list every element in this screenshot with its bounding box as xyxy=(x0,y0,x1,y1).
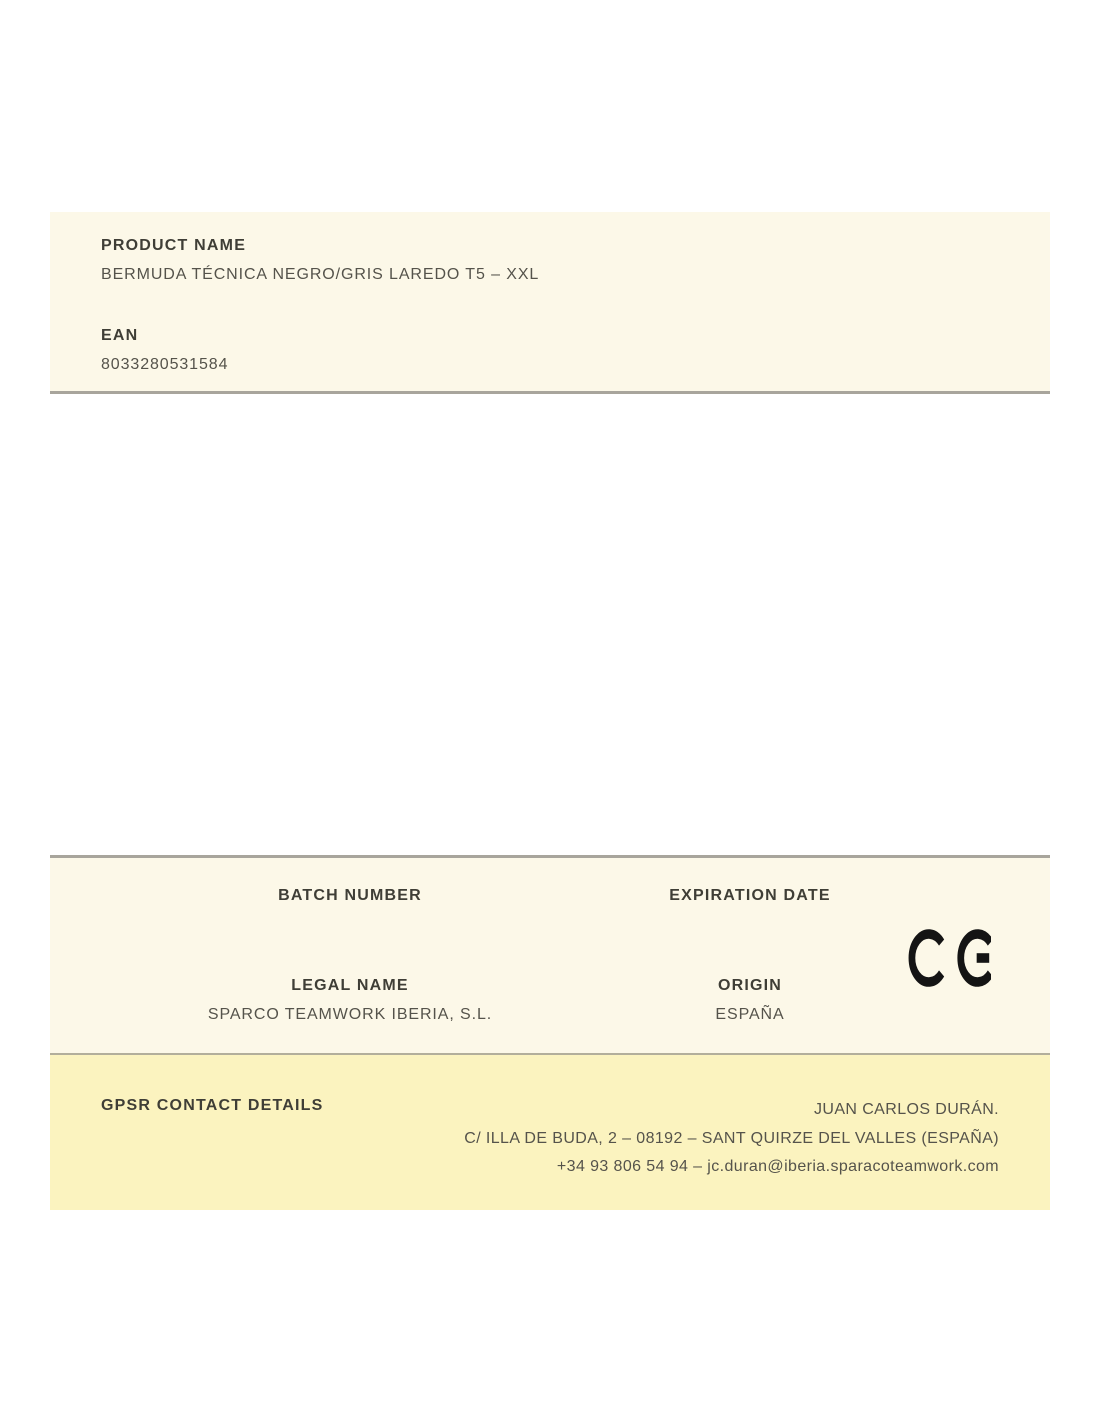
product-name-label: PRODUCT NAME xyxy=(101,237,247,254)
expiration-date-label: EXPIRATION DATE xyxy=(669,887,831,904)
batch-number-label: BATCH NUMBER xyxy=(278,887,422,904)
gpsr-contact-address: C/ ILLA DE BUDA, 2 – 08192 – SANT QUIRZE DEL VALLES (ESPAÑA) xyxy=(464,1129,999,1147)
product-name-value: BERMUDA TÉCNICA NEGRO/GRIS LAREDO T5 – XXL xyxy=(101,266,540,283)
product-info-panel xyxy=(50,212,1050,394)
gpsr-contact-phone-email: +34 93 806 54 94 – jc.duran@iberia.sparacoteamwork.com xyxy=(556,1158,999,1175)
gpsr-contact-details-label: GPSR CONTACT DETAILS xyxy=(101,1097,324,1114)
gpsr-contact-name: JUAN CARLOS DURÁN. xyxy=(813,1101,999,1118)
origin-value: ESPAÑA xyxy=(715,1006,785,1023)
gpsr-contact-block xyxy=(464,1096,999,1182)
ean-value: 8033280531584 xyxy=(101,356,229,373)
ce-mark-icon xyxy=(905,926,991,990)
legal-name-value: SPARCO TEAMWORK IBERIA, S.L. xyxy=(207,1006,493,1023)
origin-label: ORIGIN xyxy=(717,977,783,994)
legal-name-label: LEGAL NAME xyxy=(291,977,409,994)
traceability-panel xyxy=(50,855,1050,1053)
ean-label: EAN xyxy=(101,327,139,344)
gpsr-contact-panel xyxy=(50,1053,1050,1210)
